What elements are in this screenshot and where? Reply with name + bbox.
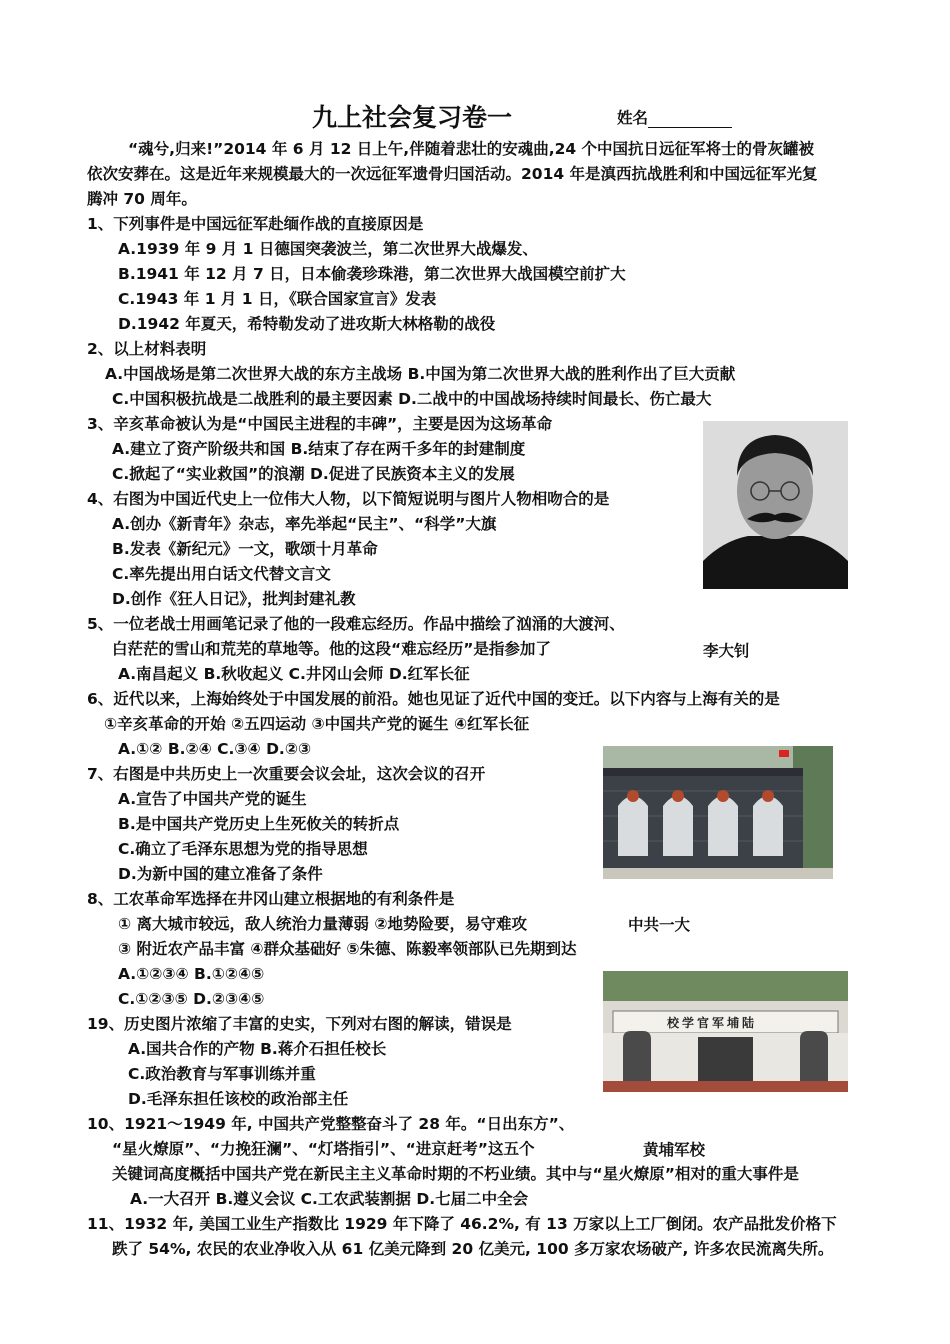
option-1b: B.1941 年 12 月 7 日，日本偷袭珍珠港，第二次世界大战国模空前扩大 (118, 265, 626, 283)
options-8ab: A.①②③④ B.①②④⑤ (118, 965, 265, 983)
options-2ab: A.中国战场是第二次世界大战的东方主战场 B.中国为第二次世界大战的胜利作出了巨大贡献 (105, 365, 736, 383)
option-4c: C.率先提出用白话文代替文言文 (112, 565, 331, 583)
question-7: 7、右图是中共历史上一次重要会议会址，这次会议的召开 (87, 765, 486, 783)
intro-line: “魂兮,归来!”2014 年 6 月 12 日上午,伴随着悲壮的安魂曲,24 个中国抗日远征军将士的骨灰罐被 (128, 140, 815, 158)
items-8b: ③ 附近农产品丰富 ④群众基础好 ⑤朱德、陈毅率领部队已先期到达 (118, 940, 577, 958)
option-1a: A.1939 年 9 月 1 日德国突袭波兰，第二次世界大战爆发、 (118, 240, 538, 258)
items-6: ①辛亥革命的开始 ②五四运动 ③中国共产党的诞生 ④红军长征 (104, 715, 530, 733)
option-4a: A.创办《新青年》杂志，率先举起“民主”、“科学”大旗 (112, 515, 497, 533)
option-4b: B.发表《新纪元》一文，歌颂十月革命 (112, 540, 378, 558)
options-8cd: C.①②③⑤ D.②③④⑤ (118, 990, 265, 1008)
question-11-cont: 跌了 54%, 农民的农业净收入从 61 亿美元降到 20 亿美元, 100 多万家农场破产, 许多农民流离失所。 (112, 1240, 834, 1258)
question-5-cont: 白茫茫的雪山和荒芜的草地等。他的这段“难忘经历”是指参加了 (112, 640, 551, 658)
question-8: 8、工农革命军选择在井冈山建立根据地的有利条件是 (87, 890, 455, 908)
building-caption: 中共一大 (628, 916, 691, 934)
intro-line: 依次安葬在。这是近年来规模最大的一次远征军遗骨归国活动。2014 年是滇西抗战胜利和中国远征军光复 (87, 165, 818, 183)
option-19d: D.毛泽东担任该校的政治部主任 (128, 1090, 349, 1108)
academy-photo (603, 971, 848, 1092)
question-3: 3、辛亥革命被认为是“中国民主进程的丰碑”，主要是因为这场革命 (87, 415, 553, 433)
items-8a: ① 离大城市较远，敌人统治力量薄弱 ②地势险要，易守难攻 (118, 915, 528, 933)
option-1c: C.1943 年 1 月 1 日，《联合国家宣言》发表 (118, 290, 437, 308)
academy-sign: 校学官军埔陆 (667, 1016, 758, 1030)
question-11: 11、1932 年, 美国工业生产指数比 1929 年下降了 46.2%, 有 13 万家以上工厂倒闭。农产品批发价格下 (87, 1215, 837, 1233)
building-photo (603, 746, 833, 879)
portrait-caption: 李大钊 (703, 642, 750, 660)
building-facade-icon (603, 746, 833, 879)
option-7b: B.是中国共产党历史上生死攸关的转折点 (118, 815, 400, 833)
portrait-figure-icon (703, 421, 848, 589)
options-10: A.一大召开 B.遵义会议 C.工农武装割据 D.七届二中全会 (130, 1190, 529, 1208)
options-6: A.①② B.②④ C.③④ D.②③ (118, 740, 312, 758)
academy-caption: 黄埔军校 (643, 1141, 706, 1159)
question-10: 10、1921～1949 年, 中国共产党整整奋斗了 28 年。“日出东方”、 (87, 1115, 575, 1133)
question-4: 4、右图为中国近代史上一位伟大人物，以下简短说明与图片人物相吻合的是 (87, 490, 610, 508)
options-19ab: A.国共合作的产物 B.蒋介石担任校长 (128, 1040, 387, 1058)
question-5: 5、一位老战士用画笔记录了他的一段难忘经历。作品中描绘了汹涌的大渡河、 (87, 615, 625, 633)
question-10-cont2: 关键词高度概括中国共产党在新民主主义革命时期的不朽业绩。其中与“星火燎原”相对的重大事件是 (112, 1165, 799, 1183)
name-blank[interactable] (648, 111, 732, 128)
question-2: 2、以上材料表明 (87, 340, 207, 358)
option-19c: C.政治教育与军事训练并重 (128, 1065, 316, 1083)
option-1d: D.1942 年夏天，希特勒发动了进攻斯大林格勒的战役 (118, 315, 496, 333)
option-7a: A.宣告了中国共产党的诞生 (118, 790, 307, 808)
question-6: 6、近代以来，上海始终处于中国发展的前沿。她也见证了近代中国的变迁。以下内容与上海有关的是 (87, 690, 780, 708)
option-4d: D.创作《狂人日记》，批判封建礼教 (112, 590, 356, 608)
question-1: 1、下列事件是中国远征军赴缅作战的直接原因是 (87, 215, 424, 233)
name-field[interactable] (617, 106, 732, 128)
options-5: A.南昌起义 B.秋收起义 C.井冈山会师 D.红军长征 (118, 665, 470, 683)
intro-line: 腾冲 70 周年。 (87, 190, 197, 208)
portrait-photo (703, 421, 848, 589)
question-10-cont: “星火燎原”、“力挽狂澜”、“灯塔指引”、“进京赶考”这五个 (112, 1140, 535, 1158)
options-3ab: A.建立了资产阶级共和国 B.结束了存在两千多年的封建制度 (112, 440, 526, 458)
name-label: 姓名 (617, 109, 649, 127)
page-title: 九上社会复习卷一 (312, 103, 513, 132)
options-3cd: C.掀起了“实业救国”的浪潮 D.促进了民族资本主义的发展 (112, 465, 515, 483)
options-2cd: C.中国积极抗战是二战胜利的最主要因素 D.二战中的中国战场持续时间最长、伤亡最大 (112, 390, 712, 408)
question-19: 19、历史图片浓缩了丰富的史实，下列对右图的解读，错误是 (87, 1015, 512, 1033)
option-7c: C.确立了毛泽东思想为党的指导思想 (118, 840, 368, 858)
academy-gate-icon (603, 971, 848, 1092)
option-7d: D.为新中国的建立准备了条件 (118, 865, 323, 883)
